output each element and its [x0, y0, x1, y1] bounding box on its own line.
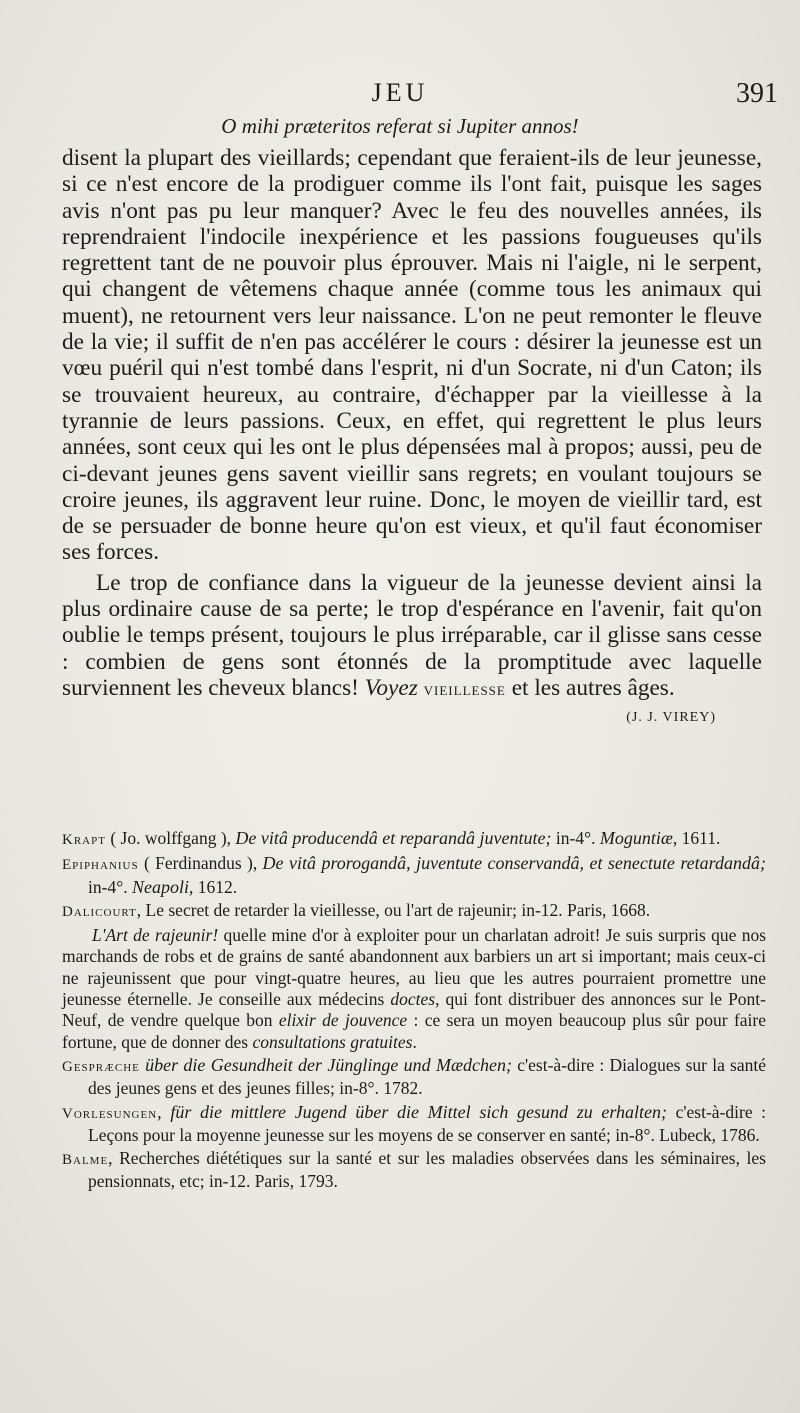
author-signature: (J. J. VIREY) — [626, 710, 716, 726]
biblio-detail: c'est-à-dire : Dialogues sur la santé des jeunes gens et des jeunes filles; in-8°. 1782. — [88, 1054, 766, 1099]
commentary-note — [62, 925, 766, 1053]
biblio-author: Gespræche — [62, 1058, 140, 1075]
main-text — [62, 145, 762, 732]
note-text-3: : ce sera un moyen beaucoup plus sûr pour faire fortune, que de donner des — [62, 1010, 766, 1052]
biblio-entry-epiphanius — [62, 853, 766, 898]
running-header — [0, 78, 800, 114]
note-consultations: consultations gratuites — [252, 1031, 413, 1052]
paragraph-2-text: Le trop de confiance dans la vigueur de la jeunesse devient ainsi la plus ordinaire cause de sa perte; le trop d'espérance en l'avenir, fait qu'on oublie le temps présent, toujours le plus irréparable, car il glisse sans cesse : combien de gens sont étonnés de la promptitude avec laquelle surviennent les cheveux blancs! — [62, 569, 762, 701]
biblio-author: Epiphanius — [62, 857, 139, 874]
epigraph: O mihi præteritos referat si Jupiter annos! — [221, 114, 579, 138]
biblio-place: Moguntiæ — [599, 828, 673, 848]
page-number: 391 — [736, 78, 778, 109]
note-text-4: . — [412, 1031, 417, 1052]
biblio-title: De vitâ prorogandâ, juventute conservandâ, et senectute retardandâ; — [262, 853, 767, 874]
biblio-author: Balme — [62, 1152, 109, 1169]
biblio-place: Neapoli — [131, 876, 189, 897]
biblio-year: , 1611. — [672, 828, 721, 848]
biblio-year: , 1612. — [188, 876, 238, 897]
biblio-entry-vorlesungen — [62, 1102, 766, 1147]
biblio-detail: c'est-à-dire : Leçons pour la moyenne jeunesse sur les moyens de se conserver en santé; in-8°. Lubeck, 1786. — [88, 1101, 766, 1145]
voyez-word: Voyez — [364, 674, 418, 701]
biblio-author: Vorlesungen — [62, 1105, 158, 1122]
biblio-format: in-4°. — [88, 876, 128, 897]
running-title: JEU — [371, 78, 429, 107]
biblio-title: über die Gesundheit der Jünglinge und Mædchen; — [145, 1054, 512, 1075]
paragraph-2 — [62, 570, 762, 703]
bibliography — [62, 828, 766, 1195]
biblio-author-detail: ( Ferdinandus ), — [143, 853, 258, 874]
biblio-author: Krapt — [62, 832, 106, 848]
cross-reference: vieillesse — [423, 678, 506, 700]
note-lead: L'Art de rajeunir! — [92, 925, 219, 946]
biblio-entry-balme — [62, 1148, 766, 1193]
biblio-entry-krapt — [62, 828, 766, 851]
note-text-1: quelle mine d'or à exploiter pour un charlatan adroit! Je suis surpris que nos marchands de robs et de grains de santé abandonnent aux barbiers un art si important; mais ceux-ci ne rajeunissent que pour vingt-quatre heures, au lieu que les autres pourraient promettre une jeunesse éternelle. Je conseille aux médecins — [62, 925, 766, 1010]
biblio-entry-dalicourt — [62, 900, 766, 923]
biblio-format: in-4°. — [555, 828, 596, 848]
note-text-2: , qui font distribuer des annonces sur le Pont-Neuf, de vendre quelque bon — [62, 989, 766, 1031]
note-elixir: elixir de jouvence — [278, 1010, 408, 1031]
biblio-detail: , Recherches diététiques sur la santé et sur les maladies observées dans les séminaires, les pensionnats, etc; in-12. Paris, 1793. — [88, 1148, 766, 1192]
paragraph-1: disent la plupart des vieillards; cependant que feraient-ils de leur jeunesse, si ce n'est encore de la prodiguer comme ils l'ont fait, puisque les sages avis n'ont pas pu leur manquer? Avec le feu des nouvelles années, ils reprendraient l'indocile inexpérience et les passions fougueuses qu'ils regrettent tant de ne pouvoir plus éprouver. Mais ni l'aigle, ni le serpent, qui changent de vêtemens chaque année (comme tous les animaux qui muent), ne retournent vers leur naissance. L'on ne peut remonter le fleuve de la vie; il suffit de n'en pas accélérer le cours : désirer la jeunesse est un vœu puéril qui n'est tombé dans l'esprit, ni d'un Socrate, ni d'un Caton; ils se trouvaient heureux, au contraire, d'échapper par la vieillesse à la tyrannie de leurs passions. Ceux, en effet, qui regrettent le plus leurs années, sont ceux qui les ont le plus dépensées mal à propos; aussi, peu de ci-devant jeunes gens savent vieillir sans regrets; en voulant toujours se croire jeunes, ils aggravent leur ruine. Donc, le moyen de vieillir tard, est de se persuader de bonne heure qu'on est vieux, et qu'il faut économiser ses forces. — [62, 145, 762, 566]
biblio-title: De vitâ producendâ et reparandâ juventute; — [235, 828, 552, 848]
biblio-title: , für die mittlere Jugend über die Mittel sich gesund zu erhalten; — [157, 1101, 668, 1122]
biblio-author-detail: ( Jo. wolffgang ), — [110, 828, 232, 848]
paragraph-2-end: et les autres âges. — [511, 674, 675, 701]
note-doctes: doctes — [390, 989, 436, 1010]
biblio-entry-gespraeche — [62, 1055, 766, 1100]
biblio-detail: , Le secret de retarder la vieillesse, ou l'art de rajeunir; in-12. Paris, 1668. — [136, 899, 651, 920]
biblio-author: Dalicourt — [62, 903, 137, 920]
